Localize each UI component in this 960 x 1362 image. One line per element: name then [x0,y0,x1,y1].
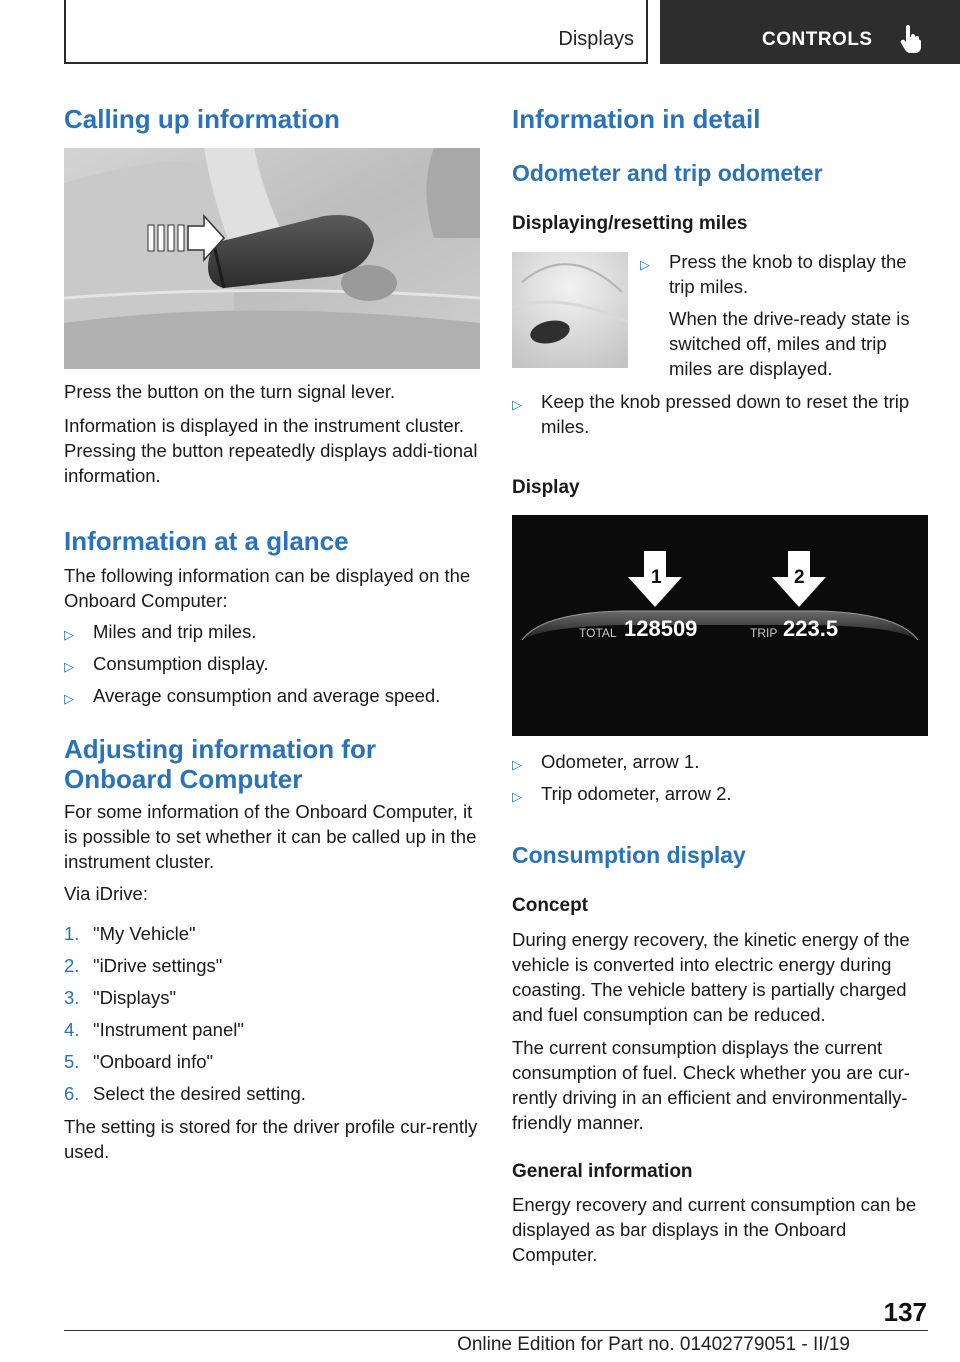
step-item: 5. "Onboard info" [64,1051,214,1072]
turn-signal-lever-image [64,148,480,369]
trip-value: 223.5 [783,616,839,641]
display-head: Display [512,477,580,498]
triangle-bullet-icon: ▷ [64,691,74,706]
list-item: ▷ Keep the knob pressed down to reset the trip miles. [512,391,910,437]
calling-para-1: Press the button on the turn signal lever. [64,381,396,402]
knob-note: When the drive-ready state is switched off, miles and trip miles are displayed. [669,308,910,379]
calling-para-2: Information is displayed in the instrument cluster. Pressing the button repeatedly displays addi‐tional information. [64,415,478,486]
list-item: ▷ Trip odometer, arrow 2. [512,781,932,806]
step-item: 4. "Instrument panel" [64,1019,244,1040]
step-item: 3. "Displays" [64,987,177,1008]
adjust-para: For some information of the Onboard Computer, it is possible to set whether it can be called up in the instrument cluster. [64,801,477,872]
glance-title: Information at a glance [64,526,349,556]
triangle-bullet-icon: ▷ [64,659,74,674]
concept-para-1: During energy recovery, the kinetic energy of the vehicle is converted into electric energy during coasting. The vehicle battery is partially charged and fuel consumption can be reduced. [512,929,910,1025]
pointing-hand-icon [900,24,922,54]
step-item: 6. Select the desired setting. [64,1083,306,1104]
adjust-title-line-1: Adjusting information for [64,734,376,764]
list-item: ▷ Press the knob to display the trip miles. [640,251,907,297]
edition-text: Online Edition for Part no. 01402779051 - II/19 [457,1334,850,1355]
detail-title: Information in detail [512,104,761,134]
page-number: 137 [883,1297,927,1327]
trip-label: TRIP [750,626,778,640]
step-item: 2. "iDrive settings" [64,955,223,976]
list-item: ▷ Miles and trip miles. [64,619,484,644]
footer-divider [64,1330,928,1331]
via-idrive: Via iDrive: [64,883,148,904]
triangle-bullet-icon: ▷ [512,789,522,804]
odometer-subtitle: Odometer and trip odometer [512,160,823,186]
cluster-graphic [512,515,928,736]
concept-para-2: The current consumption displays the current consumption of fuel. Check whether you are cur‐rently driving in an efficient and environmentally-friendly manner. [512,1037,910,1133]
displaying-resetting-head: Displaying/resetting miles [512,213,748,234]
general-info-head: General information [512,1161,693,1182]
stored-para: The setting is stored for the driver profile cur‐rently used. [64,1116,478,1162]
triangle-bullet-icon: ▷ [640,257,650,272]
header-chapter-tab [660,0,960,64]
total-label: TOTAL [579,626,617,640]
header-chapter-title: CONTROLS [762,29,873,50]
list-item: ▷ Average consumption and average speed. [64,683,484,708]
list-item: ▷ Odometer, arrow 1. [512,749,932,774]
knob-image [512,252,628,368]
arrow-1-label: 1 [651,567,662,588]
consumption-title: Consumption display [512,842,746,868]
triangle-bullet-icon: ▷ [512,757,522,772]
instrument-cluster-image [512,515,928,736]
list-item: ▷ Consumption display. [64,651,484,676]
header-section-box [64,0,648,64]
total-value: 128509 [624,616,698,641]
glance-para: The following information can be displayed on the Onboard Computer: [64,565,471,611]
triangle-bullet-icon: ▷ [64,627,74,642]
triangle-bullet-icon: ▷ [512,397,522,412]
adjust-title-line-2: Onboard Computer [64,764,303,794]
header-section-title: Displays [558,28,634,50]
calling-up-title: Calling up information [64,104,340,134]
step-item: 1. "My Vehicle" [64,923,196,944]
general-info-para: Energy recovery and current consumption can be displayed as bar displays in the Onboard Computer. [512,1194,917,1265]
concept-head: Concept [512,895,588,916]
arrow-2-label: 2 [794,567,805,588]
